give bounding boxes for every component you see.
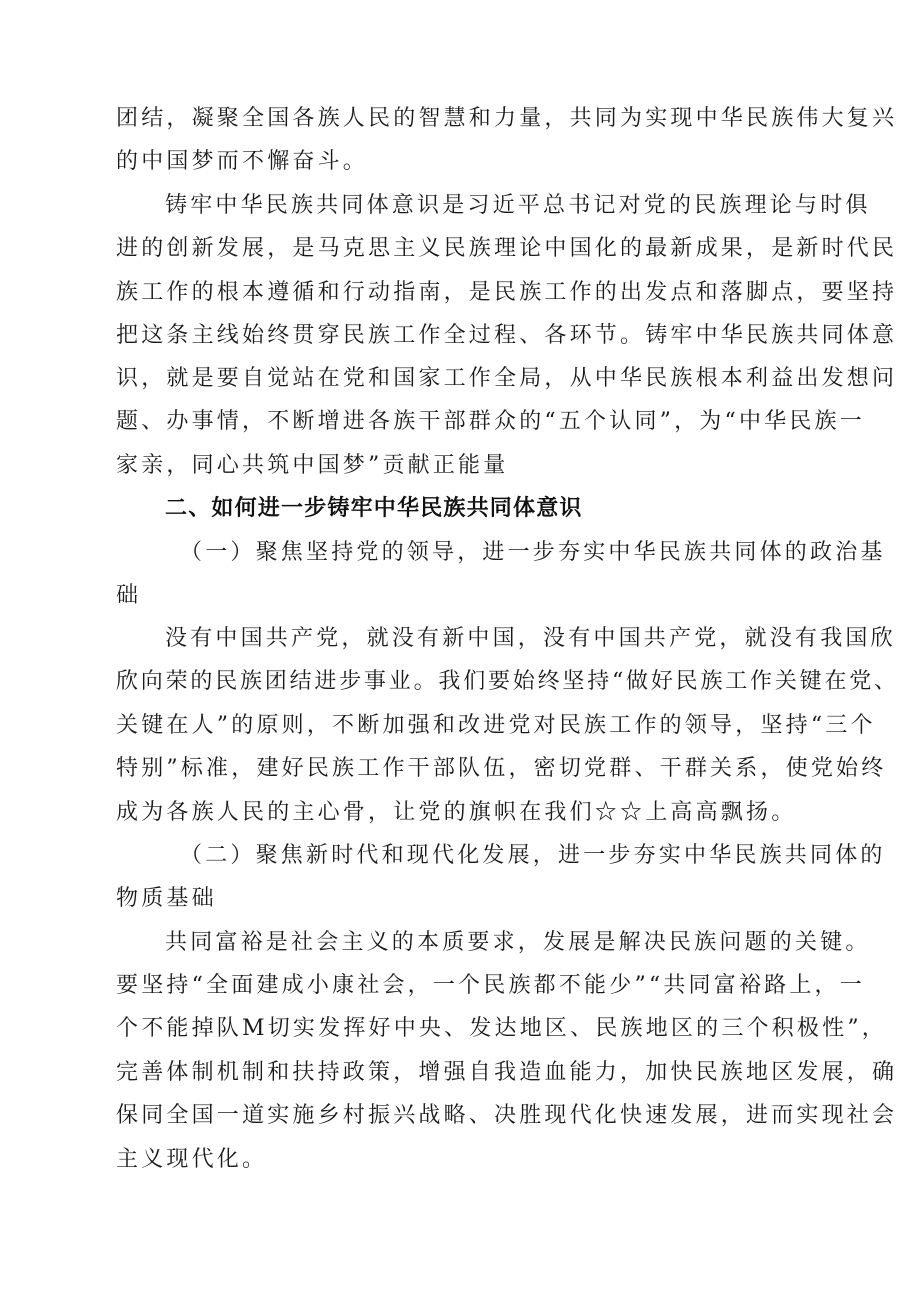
body-text-line: 的中国梦而不懈奋斗。 — [116, 149, 369, 174]
body-text-line: 个不能掉队M切实发挥好中央、发达地区、民族地区的三个积极性”， — [116, 1016, 887, 1041]
subsection-heading: （一）聚焦坚持党的领导，进一步夯实中华民族共同体的政治基 — [180, 540, 886, 565]
body-text-line: 主义现代化。 — [116, 1147, 268, 1172]
body-text-line: 欣向荣的民族团结进步事业。我们要始终坚持“做好民族工作关键在党、 — [116, 669, 899, 694]
subsection-heading: 物质基础 — [116, 886, 217, 911]
body-text-line: 团结，凝聚全国各族人民的智慧和力量，共同为实现中华民族伟大复兴 — [116, 106, 898, 131]
body-text-line: 关键在人”的原则，不断加强和改进党对民族工作的领导，坚持“三个 — [116, 713, 876, 738]
body-text-line: 把这条主线始终贯穿民族工作全过程、各环节。铸牢中华民族共同体意 — [116, 323, 898, 348]
subsection-heading: 础 — [116, 583, 142, 608]
body-text-line: 家亲，同心共筑中国梦”贡献正能量 — [116, 453, 509, 478]
body-text-line: 铸牢中华民族共同体意识是习近平总书记对党的民族理论与时俱 — [165, 193, 871, 218]
body-text-line: 没有中国共产党，就没有新中国，没有中国共产党，就没有我国欣 — [165, 626, 896, 651]
subsection-heading: （二）聚焦新时代和现代化发展，进一步夯实中华民族共同体的 — [180, 843, 886, 868]
body-text-line: 完善体制机制和扶持政策，增强自我造血能力，加快民族地区发展，确 — [116, 1060, 898, 1085]
body-text-line: 题、办事情，不断增进各族干部群众的“五个认同”，为“中华民族一 — [116, 409, 865, 434]
body-text-line: 特别”标准，建好民族工作干部队伍，密切党群、干群关系，使党始终 — [116, 756, 887, 781]
body-text-line: 保同全国一道实施乡村振兴战略、决胜现代化快速发展，进而实现社会 — [116, 1103, 898, 1128]
body-text-line: 成为各族人民的主心骨，让党的旗帜在我们☆☆上高高飘扬。 — [116, 800, 797, 825]
body-text-line: 进的创新发展，是马克思主义民族理论中国化的最新成果，是新时代民 — [116, 236, 898, 261]
section-heading: 二、如何进一步铸牢中华民族共同体意识 — [165, 496, 583, 521]
body-text-line: 要坚持“全面建成小康社会，一个民族都不能少”“共同富裕路上，一 — [116, 973, 865, 998]
body-text-line: 族工作的根本遵循和行动指南，是民族工作的出发点和落脚点，要坚持 — [116, 280, 898, 305]
body-text-line: 共同富裕是社会主义的本质要求，发展是解决民族问题的关键。 — [165, 930, 871, 955]
body-text-line: 识，就是要自觉站在党和国家工作全局，从中华民族根本利益出发想问 — [116, 366, 898, 391]
